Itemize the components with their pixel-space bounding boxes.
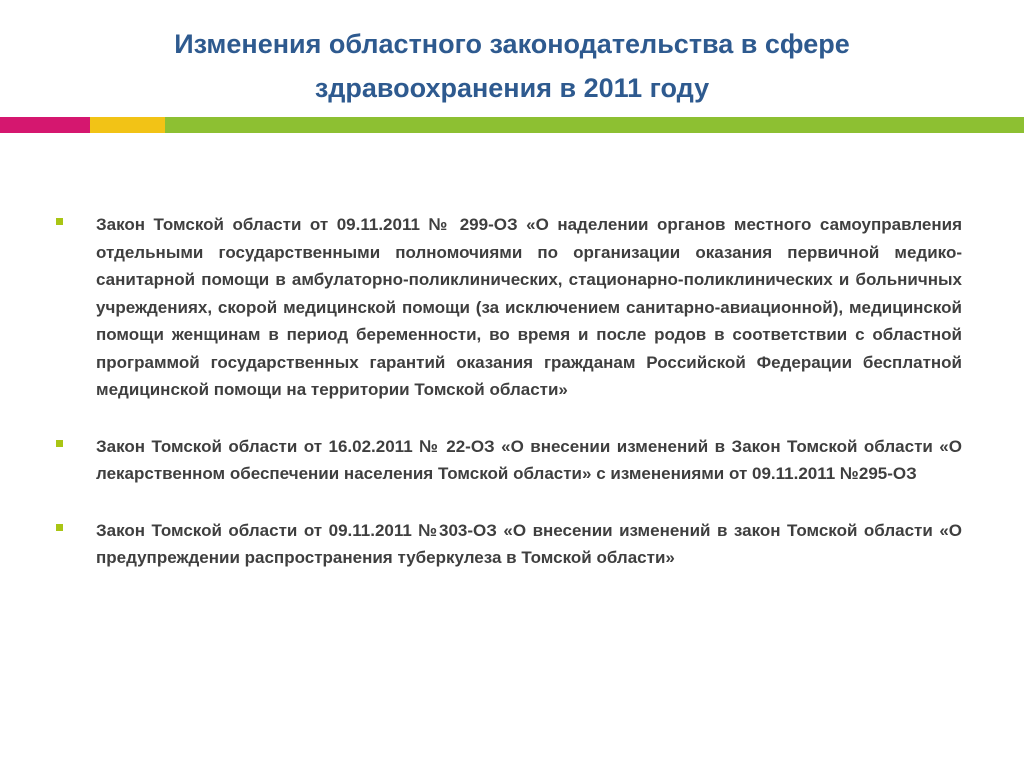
square-bullet-icon — [56, 524, 63, 531]
slide-title-line-2: здравоохранения в 2011 году — [314, 73, 710, 103]
slide-title — [100, 22, 924, 110]
color-bar-green-segment — [165, 117, 1024, 133]
square-bullet-icon — [56, 440, 63, 447]
list-item-text: Закон Томской области от 16.02.2011 № 22-ОЗ «О внесении изменений в Закон Томской области «О лекарственном обеспечении населения Томской области» с изменениями от 09.11.2011 №295-ОЗ — [96, 436, 962, 483]
square-bullet-icon — [56, 218, 63, 225]
color-bar-yellow-segment — [90, 117, 165, 133]
bullet-list — [56, 211, 962, 601]
list-item — [56, 517, 962, 572]
list-item — [56, 211, 962, 404]
slide-title-line-1: Изменения областного законодательства в сфере — [174, 29, 850, 59]
list-item — [56, 433, 962, 488]
list-item-text: Закон Томской области от 09.11.2011 № 299-ОЗ «О наделении органов местного самоуправления отдельными государственными полномочиями по организации оказания первичной медико-санитарной помощи в амбулаторно-поликлинических, стационарно-поликлинических и больничных учреждениях, скорой медицинской помощи (за исключением санитарно-авиационной), медицинской помощи женщинам в период беременности, во время и после родов в соответствии с областной программой государственных гарантий оказания гражданам Российской Федерации бесплатной медицинской помощи на территории Томской области» — [96, 215, 962, 399]
list-item-text: Закон Томской области от 09.11.2011 №303-ОЗ «О внесении изменений в закон Томской области «О предупреждении распространения туберкулеза в Томской области» — [96, 520, 962, 567]
color-bar-magenta-segment — [0, 117, 90, 133]
decorative-color-bar — [0, 117, 1024, 133]
